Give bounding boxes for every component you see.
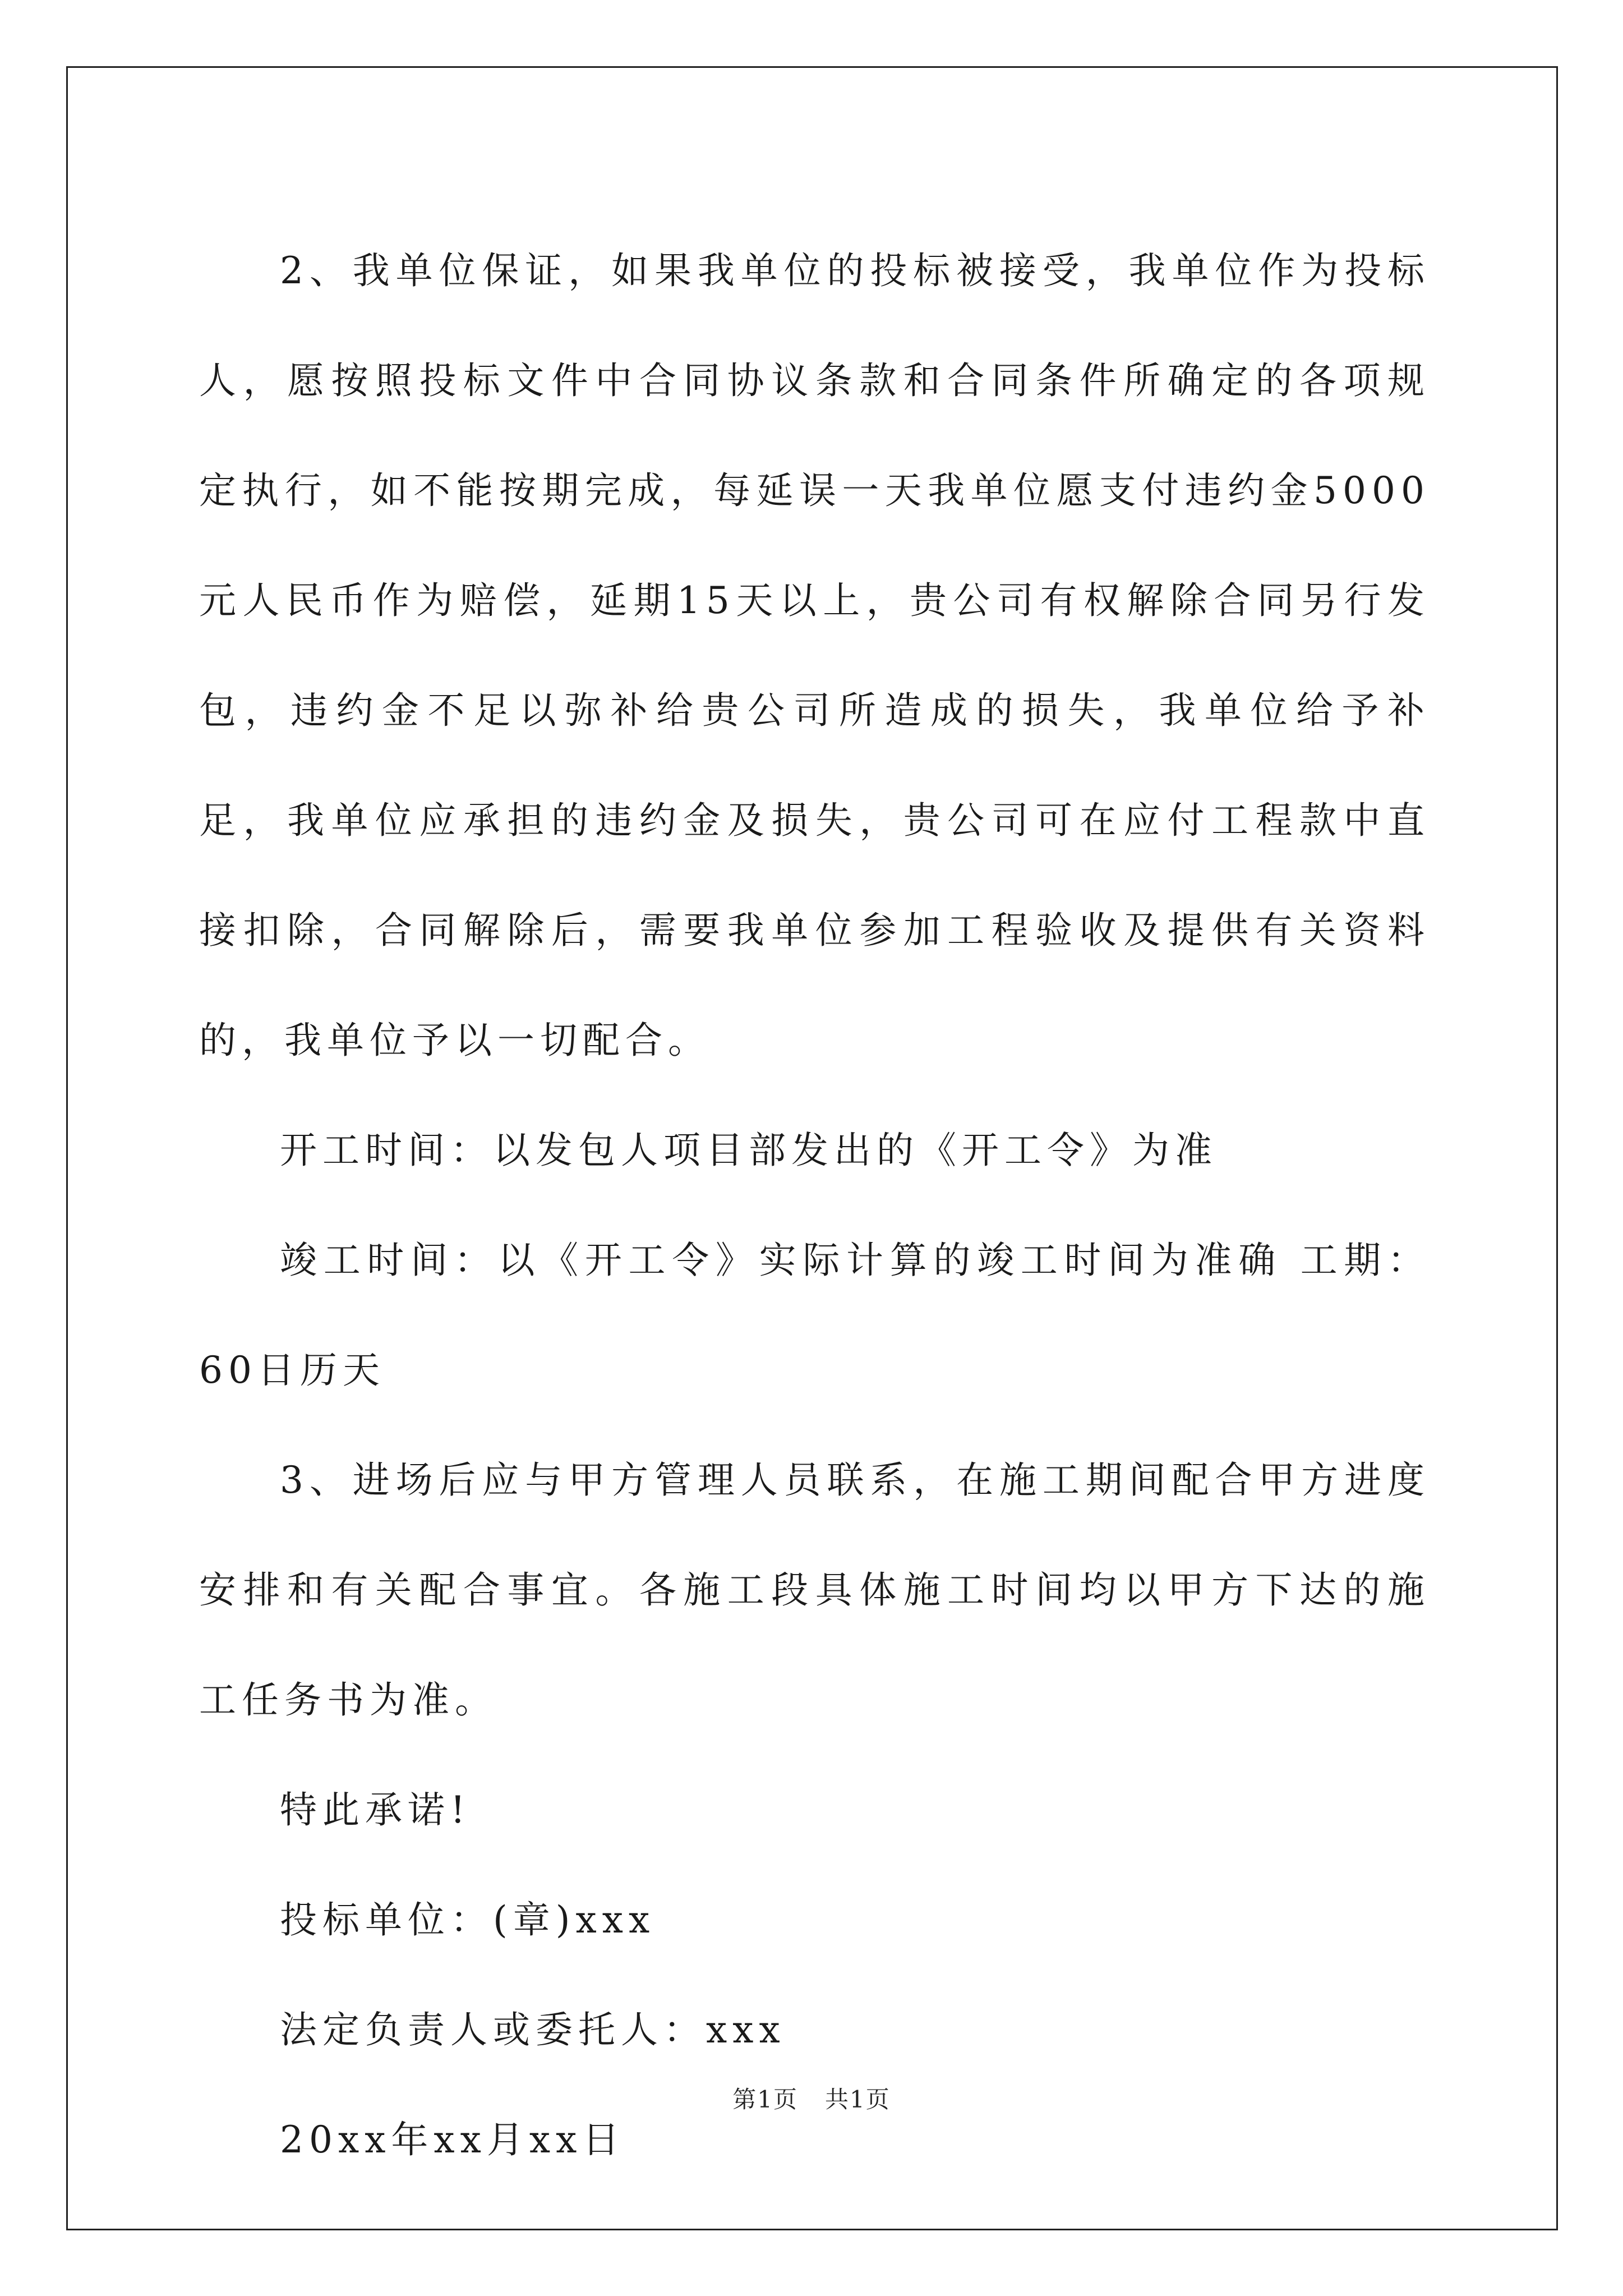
page-total: 共1页: [825, 2086, 891, 2113]
paragraph-site-coordination: 3、进场后应与甲方管理人员联系，在施工期间配合甲方进度安排和有关配合事宜。各施工段具体施工时间均以甲方下达的施工任务书为准。: [199, 1458, 1430, 1722]
paragraph-start-time: 开工时间：以发包人项目部发出的《开工令》为准: [280, 1129, 1218, 1172]
paragraph-legal-representative: 法定负责人或委托人：xxx: [280, 2008, 786, 2051]
paragraph-commitment: 特此承诺!: [280, 1788, 471, 1832]
paragraph-bidder-unit: 投标单位：(章)xxx: [280, 1898, 656, 1941]
paragraph-date: 20xx年xx月xx日: [280, 2118, 625, 2161]
document-body: [199, 216, 1430, 2195]
paragraph-guarantee-clause: 2、我单位保证，如果我单位的投标被接受，我单位作为投标人，愿按照投标文件中合同协议条款和合同条件所确定的各项规定执行，如不能按期完成，每延误一天我单位愿支付违约金5000元人民币作为赔偿，延期15天以上，贵公司有权解除合同另行发包，违约金不足以弥补给贵公司所造成的损失，我单位给予补足，我单位应承担的违约金及损失，贵公司可在应付工程款中直接扣除，合同解除后，需要我单位参加工程验收及提供有关资料的，我单位予以一切配合。: [199, 249, 1430, 1062]
page-number: 第1页: [732, 2086, 798, 2113]
paragraph-completion-time: 竣工时间：以《开工令》实际计算的竣工时间为准确 工期：60日历天: [199, 1239, 1430, 1392]
page-footer: [0, 2081, 1623, 2115]
